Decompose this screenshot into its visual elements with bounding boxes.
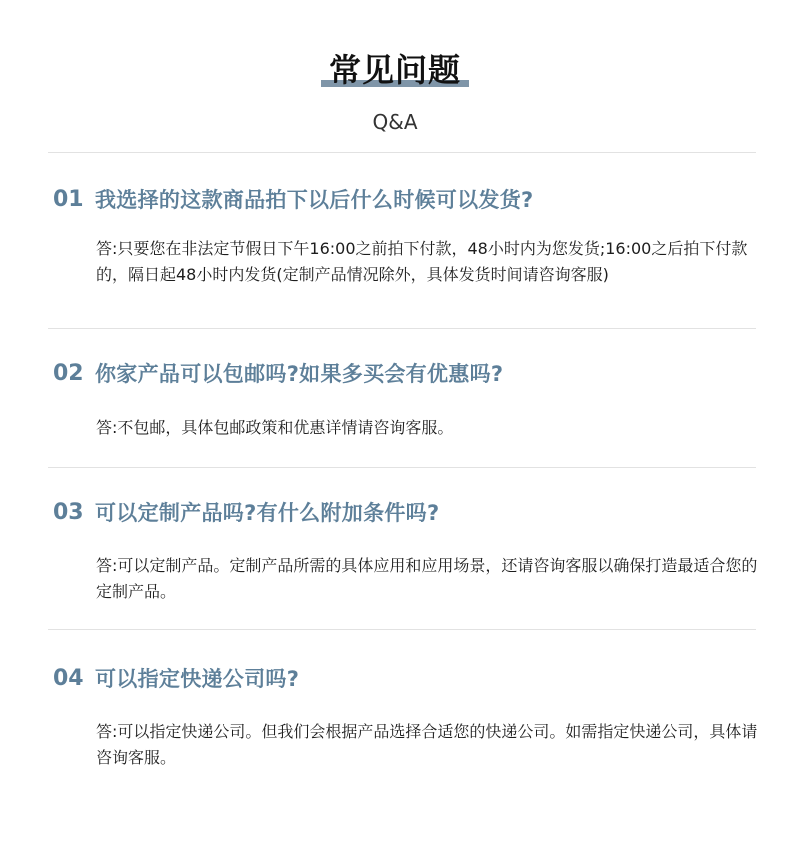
- faq-number: 03: [53, 499, 84, 525]
- faq-number: 01: [53, 186, 84, 212]
- faq-question-row: [53, 358, 503, 388]
- faq-question: 我选择的这款商品拍下以后什么时候可以发货?: [95, 188, 534, 212]
- faq-number: 04: [53, 665, 84, 691]
- faq-question: 可以指定快递公司吗?: [95, 667, 300, 691]
- faq-question-row: [53, 497, 439, 527]
- divider: [48, 328, 756, 329]
- page-subtitle: Q&A: [372, 110, 418, 134]
- faq-header: [0, 48, 790, 134]
- divider: [48, 467, 756, 468]
- page-title: 常见问题: [328, 51, 461, 89]
- divider: [48, 629, 756, 630]
- faq-answer: 答:只要您在非法定节假日下午16:00之前拍下付款，48小时内为您发货;16:00之后拍下付款的，隔日起48小时内发货(定制产品情况除外，具体发货时间请咨询客服): [96, 239, 748, 284]
- page-title-wrap: [321, 48, 469, 92]
- faq-question-row: [53, 663, 299, 693]
- faq-number: 02: [53, 360, 84, 386]
- faq-answer: 答:可以定制产品。定制产品所需的具体应用和应用场景，还请咨询客服以确保打造最适合您的定制产品。: [96, 556, 758, 601]
- faq-question: 你家产品可以包邮吗?如果多买会有优惠吗?: [95, 362, 504, 386]
- divider: [48, 152, 756, 153]
- faq-answer: 答:可以指定快递公司。但我们会根据产品选择合适您的快递公司。如需指定快递公司，具体请咨询客服。: [96, 722, 758, 767]
- faq-answer: 答:不包邮，具体包邮政策和优惠详情请咨询客服。: [96, 418, 454, 437]
- faq-question: 可以定制产品吗?有什么附加条件吗?: [95, 501, 440, 525]
- faq-question-row: [53, 184, 533, 214]
